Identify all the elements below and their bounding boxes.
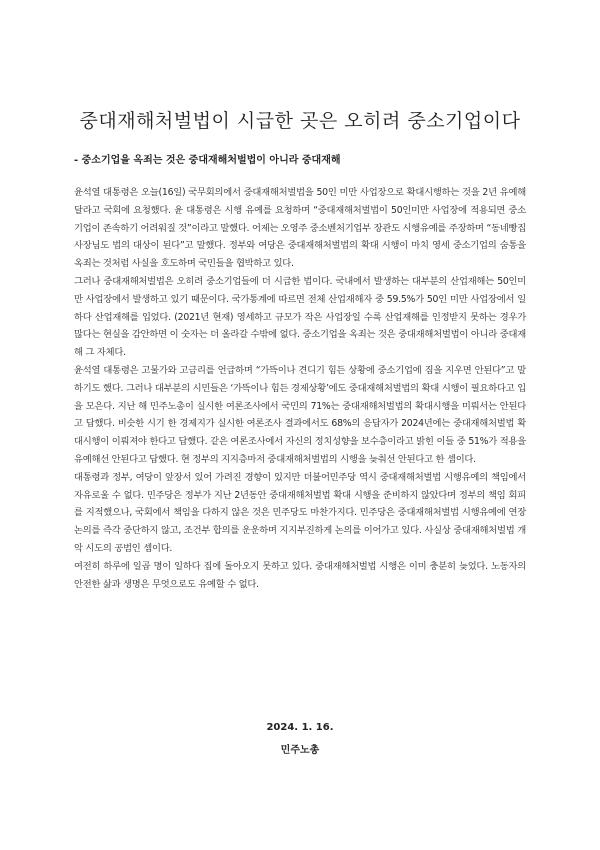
document-title: 중대재해처벌법이 시급한 곳은 오히려 중소기업이다	[79, 110, 521, 132]
paragraph-2: 그러나 중대재해처벌법은 오히려 중소기업들에 더 시급한 법이다. 국내에서 발생하는 대부분의 산업재해는 50인미만 사업장에서 발생하고 있기 때문이다. 국가통계에 따르면 전체 산업재해자 중 59.5%가 50인 미만 사업장에서 일하다 산업재해를 입었다. (2021년 현재) 영세하고 규모가 작은 사업장일 수록 산업재해를 인정받지 못하는 경우가 많다는 현실을 감안하면 이 숫자는 더 올라갈 수밖에 없다. 중소기업을 옥죄는 것은 중대재해처벌법이 아니라 중대재해 그 자체다.	[74, 275, 526, 359]
document-organization: 민주노총	[280, 745, 320, 756]
document-date: 2024. 1. 16.	[266, 722, 334, 733]
document-body	[74, 184, 526, 593]
paragraph-4: 대통령과 정부, 여당이 앞장서 있어 가려진 경향이 있지만 더불어민주당 역시 중대재해처벌법 시행유예의 책임에서 자유로울 수 없다. 민주당은 정부가 지난 2년동안 중대재해처벌법 확대 시행을 준비하지 않았다며 정부의 책임 회피를 지적했으나, 국회에서 책임을 다하지 않은 것은 민주당도 마찬가지다. 민주당은 중대재해처벌법 시행유예에 연장 논의를 즉각 중단하지 않고, 조건부 합의를 운운하며 지지부진하게 논의를 이어가고 있다. 사실상 중대재해처벌법 개악 시도의 공범인 셈이다.	[74, 471, 526, 554]
paragraph-3: 윤석열 대통령은 고물가와 고금리를 언급하며 “가뜩이나 견디기 힘든 상황에 중소기업에 짐을 지우면 안된다”고 말하기도 했다. 그러나 대부분의 시민들은 ‘가뜩이나 힘든 경제상황’에도 중대재해처벌법의 확대 시행이 필요하다고 입을 모은다. 지난 해 민주노총이 실시한 여론조사에서 국민의 71%는 중대재해처벌법의 확대시행을 미뤄서는 안된다고 답했다. 비슷한 시기 한 경제지가 실시한 여론조사 결과에서도 68%의 응답자가 2024년에는 중대재해처벌법 확대시행이 이뤄져야 한다고 답했다. 같은 여론조사에서 자신의 정치성향을 보수층이라고 밝힌 이들 중 51%가 적용을 유예해선 안된다고 답했다. 현 정부의 지지층마저 중대재해처벌법의 시행을 늦춰선 안된다고 한 셈이다.	[74, 364, 526, 465]
paragraph-5: 여전히 하루에 일곱 명이 일하다 집에 돌아오지 못하고 있다. 중대재해처벌법 시행은 이미 충분히 늦었다. 노동자의 안전한 삶과 생명은 무엇으로도 유예할 수 없다.	[74, 560, 526, 590]
paragraph-1: 윤석열 대통령은 오늘(16일) 국무회의에서 중대재해처벌법을 50인 미만 사업장으로 확대시행하는 것을 2년 유예해달라고 국회에 요청했다. 윤 대통령은 시행 유예를 요청하며 “중대재해처벌법이 50인미만 사업장에 적용되면 중소기업이 존속하기 어려워질 것”이라고 말했다. 어제는 오영주 중소벤처기업부 장관도 시행유예를 주장하며 “동네빵집 사장님도 법의 대상이 된다”고 말했다. 정부와 여당은 중대재해처벌법의 확대 시행이 마치 영세 중소기업의 숨통을 옥죄는 것처럼 사실을 호도하며 국민들을 협박하고 있다.	[74, 187, 526, 270]
document-subtitle: - 중소기업을 옥죄는 것은 중대재해처벌법이 아니라 중대재해	[74, 155, 341, 166]
